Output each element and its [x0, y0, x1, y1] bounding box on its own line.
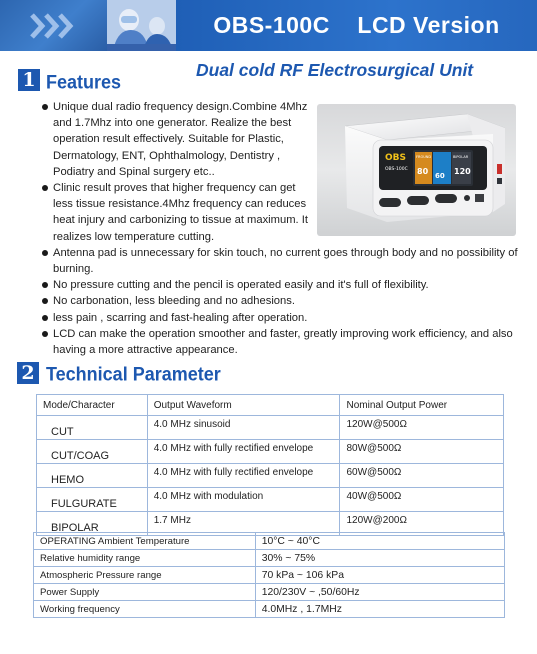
mode-table — [36, 394, 504, 536]
brand-logo: OBS — [385, 153, 406, 163]
mode-cell: FULGURATE — [37, 488, 148, 512]
features-heading: Features — [46, 71, 122, 93]
table-row — [34, 601, 505, 618]
mode-cell: CUT — [37, 416, 148, 440]
parameter-cell: Power Supply — [34, 584, 256, 601]
product-subtitle: Dual cold RF Electrosurgical Unit — [196, 60, 474, 80]
parameter-cell: Relative humidity range — [34, 550, 256, 567]
mode-cell: BIPOLAR — [37, 512, 148, 536]
feature-item: No pressure cutting and the pencil is operated easily and it's full of flexibility. — [40, 277, 522, 293]
title-bar — [176, 0, 537, 51]
table-header-cell: Output Waveform — [147, 395, 340, 416]
environment-table — [33, 532, 505, 618]
waveform-cell: 4.0 MHz with fully rectified envelope — [147, 440, 340, 464]
power-cell: 40W@500Ω — [340, 488, 504, 512]
value-cell: 30% ~ 75% — [255, 550, 504, 567]
power-cell: 120W@200Ω — [340, 512, 504, 536]
table-header-row — [37, 395, 504, 416]
section-number-badge: 2 — [17, 362, 39, 384]
value-cell: 70 kPa ~ 106 kPa — [255, 567, 504, 584]
feature-item: Unique dual radio frequency design.Combine 4Mhz and 1.7Mhz into one generator. Realize the best operation result effectively. Suitable for Plastic, Dermatology, ENT, Ophthalmology, Dentistry , Podiatry and Spinal surgery etc.. — [40, 99, 315, 180]
table-row — [34, 584, 505, 601]
mode-cell: CUT/COAG — [37, 440, 148, 464]
surgeon-photo — [107, 0, 176, 51]
value-cell: 4.0MHz , 1.7MHz — [255, 601, 504, 618]
chevrons-right-icon — [28, 12, 80, 40]
svg-text:60: 60 — [435, 172, 445, 180]
power-cell: 60W@500Ω — [340, 464, 504, 488]
table-header-cell: Mode/Character — [37, 395, 148, 416]
header-banner — [0, 0, 537, 51]
value-cell: 120/230V ~ ,50/60Hz — [255, 584, 504, 601]
mode-cell: HEMO — [37, 464, 148, 488]
waveform-cell: 1.7 MHz — [147, 512, 340, 536]
table-row — [34, 567, 505, 584]
section-number-badge: 1 — [18, 69, 40, 91]
value-cell: 10°C ~ 40°C — [255, 533, 504, 550]
feature-item: Clinic result proves that higher frequency can get less tissue resistance.4Mhz frequency can reduces heat injury and carbonizing to tissue at maximum. It realizes low temperature cutting. — [40, 180, 315, 245]
surgeon-illustration-icon — [107, 0, 176, 51]
table-header-cell: Nominal Output Power — [340, 395, 504, 416]
features-list — [40, 99, 522, 358]
waveform-cell: 4.0 MHz with modulation — [147, 488, 340, 512]
svg-text:BIPOLAR: BIPOLAR — [453, 155, 469, 159]
header-arrow-panel — [0, 0, 107, 51]
parameter-cell: Working frequency — [34, 601, 256, 618]
parameter-cell: OPERATING Ambient Temperature — [34, 533, 256, 550]
svg-text:OBS-100C: OBS-100C — [385, 167, 408, 172]
svg-text:80: 80 — [417, 167, 429, 176]
table-row — [37, 416, 504, 440]
power-cell: 80W@500Ω — [340, 440, 504, 464]
power-cell: 120W@500Ω — [340, 416, 504, 440]
feature-item: less pain , scarring and fast-healing after operation. — [40, 310, 522, 326]
waveform-cell: 4.0 MHz sinusoid — [147, 416, 340, 440]
feature-item: No carbonation, less bleeding and no adhesions. — [40, 293, 522, 309]
feature-item: LCD can make the operation smoother and faster, greatly improving work efficiency, and also having a more attractive appearance. — [40, 326, 522, 358]
feature-item: Antenna pad is unnecessary for skin touch, no current goes through body and no possibility of burning. — [40, 245, 522, 277]
svg-text:120: 120 — [454, 167, 471, 176]
table-row — [37, 464, 504, 488]
parameter-cell: Atmospheric Pressure range — [34, 567, 256, 584]
table-row — [37, 488, 504, 512]
table-row — [34, 550, 505, 567]
technical-parameter-heading: Technical Parameter — [46, 363, 221, 385]
waveform-cell: 4.0 MHz with fully rectified envelope — [147, 464, 340, 488]
table-row — [34, 533, 505, 550]
product-title: OBS-100C LCD Version — [213, 12, 500, 38]
svg-text:FROUND: FROUND — [416, 155, 432, 159]
table-row — [37, 440, 504, 464]
